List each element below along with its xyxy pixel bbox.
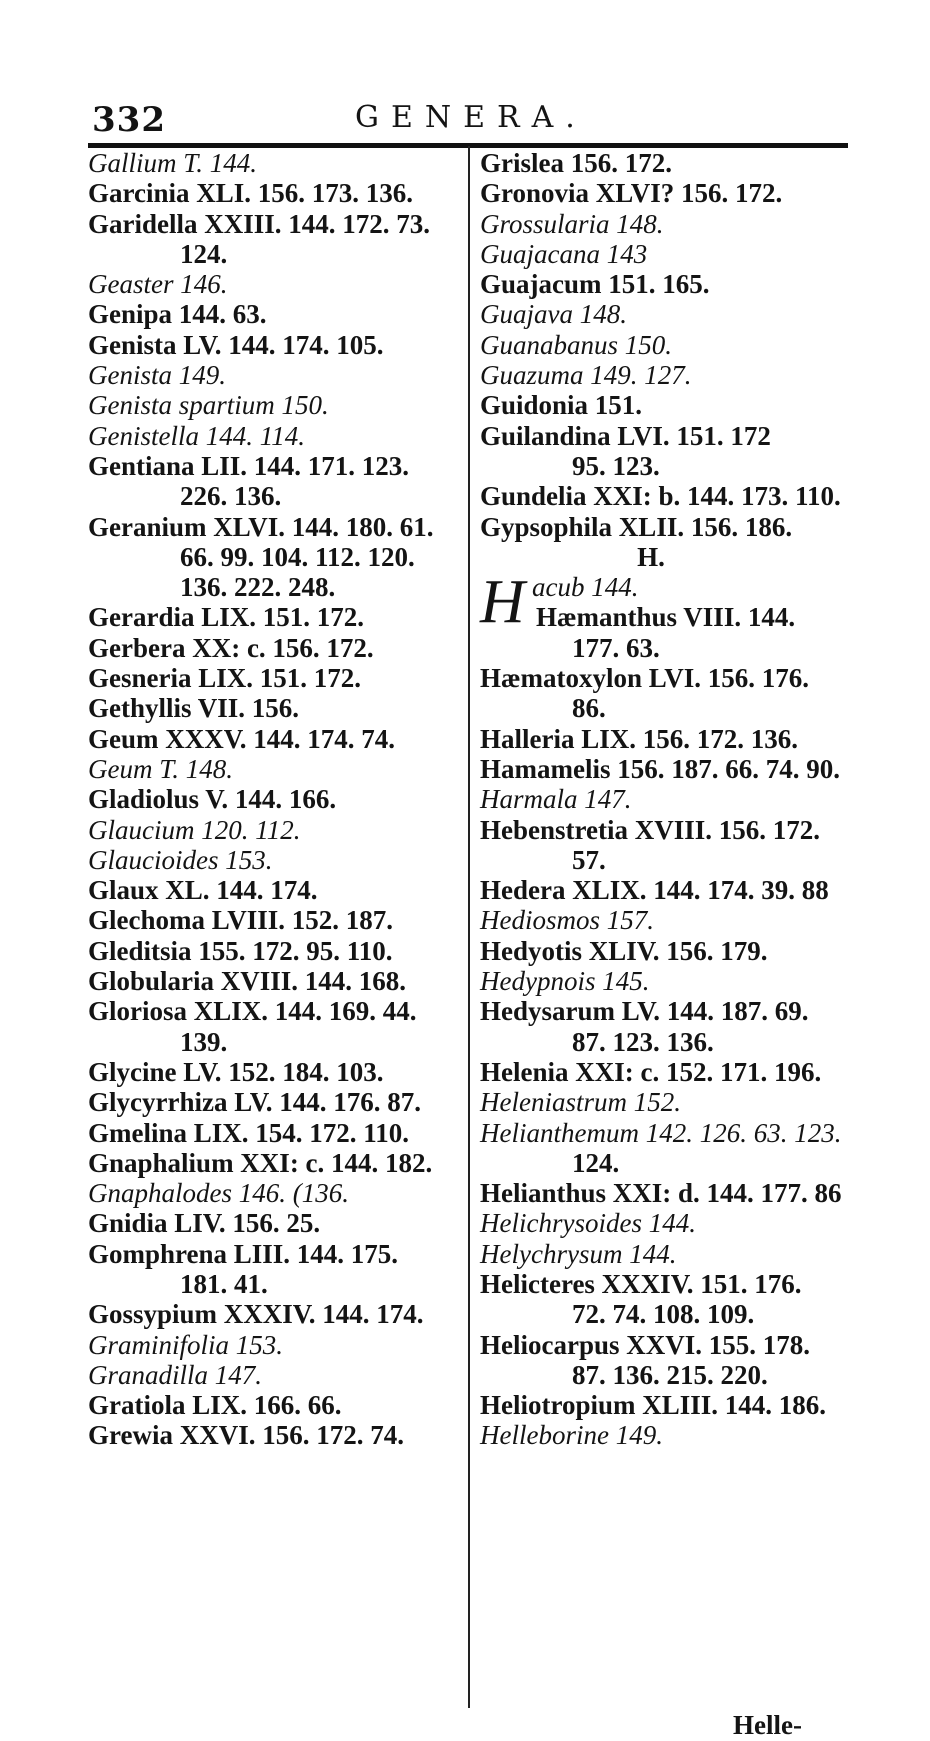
index-entry: 66. 99. 104. 112. 120. <box>180 541 415 572</box>
index-entry: Heliocarpus XXVI. 155. 178. <box>480 1329 810 1360</box>
index-entry: 87. 123. 136. <box>572 1026 714 1057</box>
index-entry: Halleria LIX. 156. 172. 136. <box>480 723 798 754</box>
index-entry: Genista 149. <box>88 360 226 391</box>
index-entry: Hebenstretia XVIII. 156. 172. <box>480 814 820 845</box>
right-index-column <box>480 148 852 1451</box>
index-entry: Glaucium 120. 112. <box>88 814 301 845</box>
index-entry: Grislea 156. 172. <box>480 148 672 178</box>
index-entry: Heliotropium XLIII. 144. 186. <box>480 1390 827 1421</box>
drop-cap-letter: H <box>480 568 525 637</box>
index-entry: Gmelina LIX. 154. 172. 110. <box>88 1117 410 1148</box>
index-entry: Gnaphalium XXI: c. 144. 182. <box>88 1147 433 1178</box>
running-head: GENERA. <box>355 100 587 135</box>
page-number: 332 <box>92 100 166 140</box>
index-entry: Guajava 148. <box>480 299 627 330</box>
index-entry: Hamamelis 156. 187. 66. 74. 90. <box>480 753 840 784</box>
index-entry: Gronovia XLVI? 156. 172. <box>480 178 783 209</box>
index-entry: Guidonia 151. <box>480 390 643 421</box>
index-entry: Glaucioides 153. <box>88 844 273 875</box>
index-entry: Gundelia XXI: b. 144. 173. 110. <box>480 481 841 512</box>
index-entry: Gesneria LIX. 151. 172. <box>88 663 361 694</box>
index-entry: Guajacana 143 <box>480 238 648 269</box>
index-entry: Helenia XXI: c. 152. 171. 196. <box>480 1056 822 1087</box>
index-entry: 87. 136. 215. 220. <box>572 1359 768 1390</box>
index-entry-text: acub 144. <box>532 572 639 603</box>
index-entry: 139. <box>180 1026 228 1057</box>
index-entry: Gypsophila XLII. 156. 186. <box>480 511 793 542</box>
index-entry: Glycine LV. 152. 184. 103. <box>88 1056 384 1087</box>
index-entry: Hedysarum LV. 144. 187. 69. <box>480 996 809 1027</box>
column-divider <box>468 146 470 1708</box>
index-entry: Harmala 147. <box>480 784 632 815</box>
index-entry: Guanabanus 150. <box>480 329 673 360</box>
index-entry: 95. 123. <box>572 450 660 481</box>
index-entry: Grewia XXVI. 156. 172. 74. <box>88 1420 404 1451</box>
index-entry: Hediosmos 157. <box>480 905 654 936</box>
index-entry: Hæmanthus VIII. 144. <box>536 602 796 633</box>
index-entry: Glaux XL. 144. 174. <box>88 875 318 906</box>
index-entry: Gladiolus V. 144. 166. <box>88 784 337 815</box>
index-entry: Guazuma 149. 127. <box>480 360 692 391</box>
index-entry: Helichrysoides 144. <box>480 1208 696 1239</box>
index-entry: Hæmatoxylon LVI. 156. 176. <box>480 663 810 694</box>
index-entry: Genista spartium 150. <box>88 390 329 421</box>
left-index-column <box>88 148 462 1451</box>
index-entry: 86. <box>572 693 606 724</box>
index-entry: Globularia XVIII. 144. 168. <box>88 966 407 997</box>
index-entry: Hedera XLIX. 144. 174. 39. 88 <box>480 875 829 906</box>
index-entry: Helicteres XXXIV. 151. 176. <box>480 1268 802 1299</box>
index-entry: Garidella XXIII. 144. 172. 73. <box>88 208 431 239</box>
index-entry: 226. 136. <box>180 481 282 512</box>
index-entry: Granadilla 147. <box>88 1359 263 1390</box>
index-entry: Gnidia LIV. 156. 25. <box>88 1208 321 1239</box>
index-entry: Gomphrena LIII. 144. 175. <box>88 1238 399 1269</box>
index-entry: 124. <box>180 238 228 269</box>
index-entry: Gerardia LIX. 151. 172. <box>88 602 364 633</box>
index-entry: Genistella 144. 114. <box>88 420 305 451</box>
index-entry: Gerbera XX: c. 156. 172. <box>88 632 374 663</box>
index-entry: Hedypnois 145. <box>480 966 650 997</box>
index-entry: Gnaphalodes 146. (136. <box>88 1178 349 1209</box>
index-entry: Gleditsia 155. 172. 95. 110. <box>88 935 393 966</box>
index-entry: Geum T. 148. <box>88 753 233 784</box>
index-entry: 181. 41. <box>180 1268 268 1299</box>
index-entry: Heleniastrum 152. <box>480 1087 681 1118</box>
index-entry: Gethyllis VII. 156. <box>88 693 300 724</box>
index-entry: Helleborine 149. <box>480 1420 663 1451</box>
section-letter-heading: H. <box>637 541 665 572</box>
index-entry: Geaster 146. <box>88 269 228 300</box>
index-entry: Helianthus XXI: d. 144. 177. 86 <box>480 1178 842 1209</box>
index-entry: Graminifolia 153. <box>88 1329 284 1360</box>
index-entry: Gallium T. 144. <box>88 148 258 178</box>
index-entry: Gentiana LII. 144. 171. 123. <box>88 450 410 481</box>
index-entry: Hedyotis XLIV. 156. 179. <box>480 935 768 966</box>
index-entry: Glycyrrhiza LV. 144. 176. 87. <box>88 1087 422 1118</box>
index-entry: 57. <box>572 844 606 875</box>
catchword: Helle- <box>733 1710 802 1740</box>
index-entry: Guajacum 151. 165. <box>480 269 710 300</box>
index-entry: Helychrysum 144. <box>480 1238 677 1269</box>
index-entry: Guilandina LVI. 151. 172 <box>480 420 771 451</box>
index-entry: 177. 63. <box>572 632 660 663</box>
index-entry: 124. <box>572 1147 620 1178</box>
index-entry: Gloriosa XLIX. 144. 169. 44. <box>88 996 417 1027</box>
index-entry: Genista LV. 144. 174. 105. <box>88 329 384 360</box>
index-entry: Geum XXXV. 144. 174. 74. <box>88 723 396 754</box>
index-entry: Grossularia 148. <box>480 208 664 239</box>
index-entry: Gratiola LIX. 166. 66. <box>88 1390 342 1421</box>
index-entry: Glechoma LVIII. 152. 187. <box>88 905 394 936</box>
index-entry: Geranium XLVI. 144. 180. 61. <box>88 511 434 542</box>
index-entry: Garcinia XLI. 156. 173. 136. <box>88 178 414 209</box>
index-entry: Genipa 144. 63. <box>88 299 267 330</box>
index-entry: 72. 74. 108. 109. <box>572 1299 755 1330</box>
index-entry: Helianthemum 142. 126. 63. 123. <box>480 1117 842 1148</box>
index-entry: Gossypium XXXIV. 144. 174. <box>88 1299 424 1330</box>
index-entry: 136. 222. 248. <box>180 572 336 603</box>
